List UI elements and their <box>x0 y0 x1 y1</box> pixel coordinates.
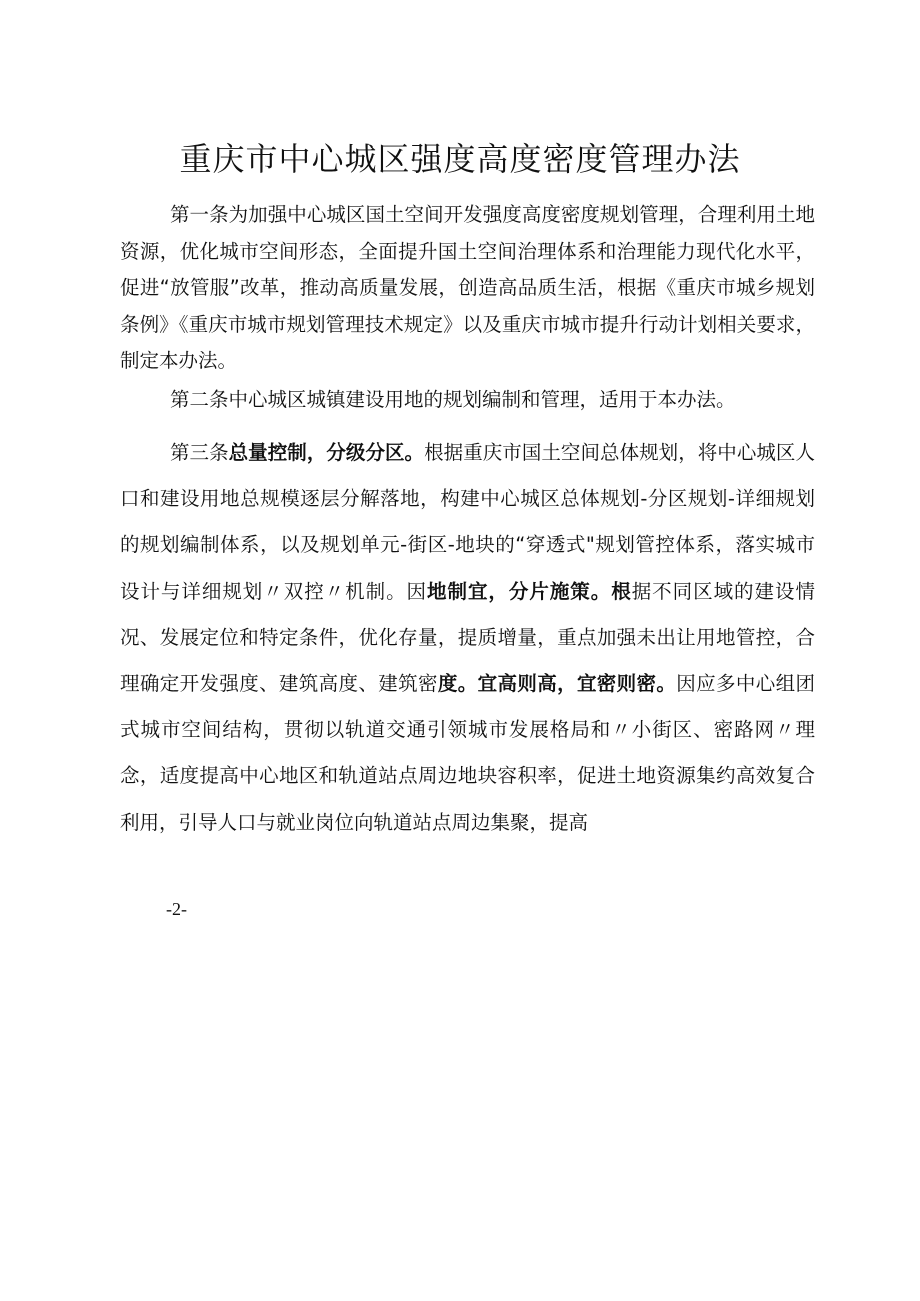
article-3-text-1: 根据重庆市国土空间总体规划，将中心城区人口和建设用地总规模逐层分解落地，构建中心城区总体规划-分区规划-详细规划的规划编制体系，以及规划单元-街区-地块的“穿透式"规划管控体系，落实城市设计与详细规划〃双控〃机制。因 <box>120 441 815 603</box>
article-1-text: 第一条为加强中心城区国土空间开发强度高度密度规划管理，合理利用土地资源，优化城市空间形态，全面提升国土空间治理体系和治理能力现代化水平，促进“放管服”改革，推动高质量发展，创造高品质生活，根据《重庆市城乡规划条例》《重庆市城市规划管理技术规定》以及重庆市城市提升行动计划相关要求，制定本办法。 <box>120 203 815 372</box>
article-3-text-3: 因应多中心组团式城市空间结构，贯彻以轨道交通引领城市发展格局和〃小街区、密路网〃理念，适度提高中心地区和轨道站点周边地块容积率，促进土地资源集约高效复合利用，引导人口与就业岗位向轨道站点周边集聚，提高 <box>120 672 815 834</box>
page-number: -2- <box>166 899 187 919</box>
article-2 <box>120 382 815 419</box>
article-3-bold-heading-1: 总量控制，分级分区。 <box>228 441 425 464</box>
document-title: 重庆市中心城区强度高度密度管理办法 <box>179 140 741 178</box>
article-3-label: 第三条 <box>170 441 229 464</box>
article-3 <box>120 430 815 846</box>
article-3-text-2: 据不同区域的建设情况、发展定位和特定条件，优化存量，提质增量，重点加强未出让用地管控，合理确定开发强度、建筑高度、建筑密 <box>120 579 815 696</box>
article-1 <box>120 197 815 380</box>
article-3-bold-heading-3: 度。宜高则高，宜密则密。 <box>437 672 677 696</box>
article-3-bold-heading-2: 地制宜，分片施策。根 <box>427 579 632 603</box>
article-2-text: 第二条中心城区城镇建设用地的规划编制和管理，适用于本办法。 <box>170 388 736 411</box>
